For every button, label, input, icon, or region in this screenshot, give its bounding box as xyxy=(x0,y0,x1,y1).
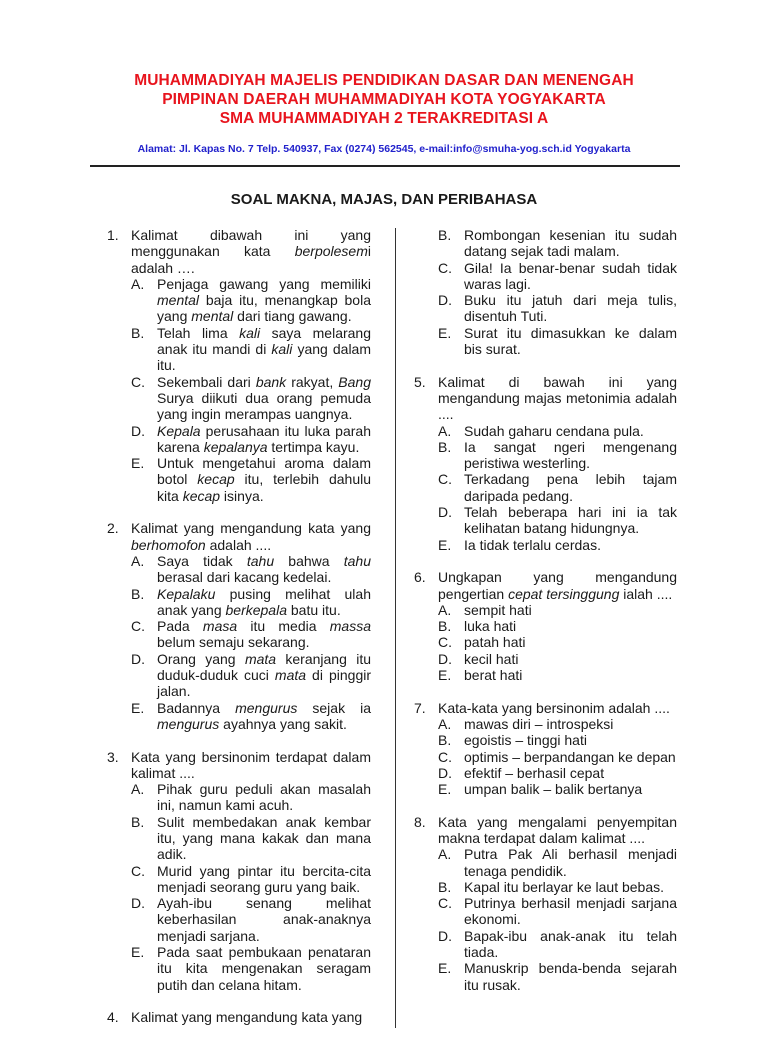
question-item xyxy=(414,374,677,553)
answer-option xyxy=(107,455,371,504)
italic-term: mental xyxy=(157,292,200,309)
option-text xyxy=(464,618,677,634)
option-letter: B. xyxy=(438,732,452,749)
option-text xyxy=(157,781,371,814)
answer-option xyxy=(107,700,371,733)
option-letter: C. xyxy=(438,471,452,488)
letterhead-line-3: SMA MUHAMMADIYAH 2 TERAKREDITASI A xyxy=(219,110,549,127)
option-letter: E. xyxy=(131,944,145,961)
option-text xyxy=(464,634,677,650)
option-text xyxy=(157,944,371,993)
text-segment: Surat itu dimasukkan ke dalam bis surat. xyxy=(464,324,677,358)
right-column xyxy=(414,227,677,1009)
answer-option xyxy=(414,928,677,961)
text-segment: berasal dari kacang kedelai. xyxy=(157,569,332,586)
option-letter: C. xyxy=(131,373,145,390)
text-segment: belum semaju sekarang. xyxy=(157,634,310,651)
text-segment: Untuk mengetahui aroma dalam botol xyxy=(157,455,371,488)
answer-option xyxy=(414,439,677,472)
text-segment: adalah .... xyxy=(205,536,272,553)
text-segment: saya melarang anak itu mandi di xyxy=(157,324,371,358)
answer-option xyxy=(107,276,371,325)
option-text xyxy=(464,749,677,765)
option-text xyxy=(157,700,371,733)
text-segment: Kata yang mengalami penyempitan makna terdapat dalam kalimat .... xyxy=(438,813,677,846)
question-number: 4. xyxy=(107,1009,119,1026)
text-segment: baja itu, menangkap bola yang xyxy=(157,292,371,325)
option-letter: E. xyxy=(438,781,452,798)
text-segment: efektif – berhasil cepat xyxy=(464,764,605,781)
school-address: Alamat: Jl. Kapas No. 7 Telp. 540937, Fax (0274) 562545, e-mail:info@smuha-yog.sch.id Yogyakarta xyxy=(137,143,631,155)
option-letter: C. xyxy=(438,748,452,765)
answer-option xyxy=(107,863,371,896)
answer-option xyxy=(414,471,677,504)
question-number: 3. xyxy=(107,748,119,765)
text-segment: isinya. xyxy=(220,487,264,504)
question-item xyxy=(107,227,371,504)
text-segment: Gila! Ia benar-benar sudah tidak waras lagi. xyxy=(464,259,677,292)
option-letter: A. xyxy=(131,552,145,569)
text-segment: Kalimat yang mengandung kata yang xyxy=(131,520,371,537)
text-segment: rakyat, xyxy=(286,373,339,390)
text-segment: itu, terlebih dahulu kita xyxy=(157,471,372,504)
option-letter: D. xyxy=(438,650,452,667)
text-segment: perusahaan itu luka parah karena xyxy=(157,422,371,455)
text-segment: Pada xyxy=(157,618,203,635)
answer-option xyxy=(414,716,677,732)
text-segment: Sulit membedakan anak kembar itu, yang mana kakak dan mana adik. xyxy=(157,813,371,863)
option-text xyxy=(464,716,677,732)
option-text xyxy=(464,537,677,553)
answer-option xyxy=(107,586,371,619)
answer-option xyxy=(414,537,677,553)
option-letter: C. xyxy=(131,618,145,635)
option-letter: C. xyxy=(131,862,145,879)
option-text xyxy=(464,960,677,993)
text-segment: keranjang itu duduk-duduk cuci xyxy=(157,650,371,684)
answer-option xyxy=(414,895,677,928)
option-text xyxy=(464,504,677,537)
italic-term: kepalanya xyxy=(203,438,268,455)
option-text xyxy=(157,586,371,619)
option-text xyxy=(157,276,371,325)
text-segment: ialah .... xyxy=(619,585,673,602)
italic-term: tahu xyxy=(246,552,275,569)
text-segment: Pada saat pembukaan penataran itu kita mengenakan seragam putih dan celana hitam. xyxy=(157,944,371,993)
option-text xyxy=(464,471,677,504)
option-text xyxy=(157,374,371,423)
option-text xyxy=(464,667,677,683)
text-segment: Ungkapan yang mengandung pengertian xyxy=(438,569,677,602)
text-segment: i adalah …. xyxy=(131,243,371,276)
option-letter: E. xyxy=(438,324,452,341)
text-segment: egoistis – tinggi hati xyxy=(464,732,587,749)
left-column xyxy=(107,227,371,1042)
option-text xyxy=(157,553,371,586)
option-letter: A. xyxy=(438,715,452,732)
text-segment: sejak ia xyxy=(297,699,371,716)
text-segment: Rombongan kesenian itu sudah datang sejak tadi malam. xyxy=(464,227,677,260)
text-segment: Kapal itu berlayar ke laut bebas. xyxy=(464,878,665,895)
option-letter: B. xyxy=(131,813,145,830)
option-text xyxy=(464,292,677,325)
text-segment: Terkadang pena lebih tajam daripada pedang. xyxy=(464,471,677,504)
letterhead-line-2: PIMPINAN DAERAH MUHAMMADIYAH KOTA YOGYAKARTA xyxy=(162,91,606,108)
question-item xyxy=(107,520,371,732)
option-letter: C. xyxy=(438,259,452,276)
text-segment: Penjaga gawang yang memiliki xyxy=(157,275,371,292)
answer-option xyxy=(107,944,371,993)
italic-term: cepat tersinggung xyxy=(508,585,620,602)
option-text xyxy=(157,863,371,896)
italic-term: kecap xyxy=(197,471,235,488)
italic-term: berhomofon xyxy=(131,536,206,553)
answer-option xyxy=(107,423,371,456)
question-number: 8. xyxy=(414,813,426,830)
answer-option xyxy=(414,781,677,797)
option-letter: E. xyxy=(131,455,145,472)
answer-option xyxy=(414,423,677,439)
question-text xyxy=(438,814,677,847)
text-segment: Putrinya berhasil menjadi sarjana ekonomi. xyxy=(464,895,677,928)
option-letter: D. xyxy=(131,650,145,667)
option-letter: D. xyxy=(438,292,452,309)
answer-option xyxy=(414,846,677,879)
option-letter: A. xyxy=(131,275,145,292)
question-item xyxy=(107,1009,371,1025)
text-segment: Ia tidak terlalu cerdas. xyxy=(464,536,601,553)
text-segment: luka hati xyxy=(464,618,517,635)
text-segment: Telah beberapa hari ini ia tak kelihatan batang hidungnya. xyxy=(464,504,677,537)
question-text xyxy=(131,520,371,553)
answer-option xyxy=(107,553,371,586)
option-letter: E. xyxy=(438,536,452,553)
option-text xyxy=(157,895,371,944)
text-segment: mawas diri – introspeksi xyxy=(464,715,614,732)
question-text xyxy=(131,227,371,276)
option-text xyxy=(157,455,371,504)
italic-term: masa xyxy=(202,618,238,635)
option-text xyxy=(157,423,371,456)
option-text xyxy=(157,618,371,651)
question-text xyxy=(131,1009,371,1025)
text-segment: Orang yang xyxy=(157,650,245,667)
italic-term: mental xyxy=(191,308,234,325)
italic-term: berpolesem xyxy=(294,243,368,260)
text-segment: Kata yang bersinonim terdapat dalam kalimat .... xyxy=(131,748,371,781)
option-text xyxy=(157,814,371,863)
question-number: 5. xyxy=(414,373,426,390)
text-segment: Ayah-ibu senang melihat keberhasilan anak-anaknya menjadi sarjana. xyxy=(157,895,371,944)
option-text xyxy=(464,781,677,797)
italic-term: tahu xyxy=(343,552,371,569)
option-text xyxy=(464,439,677,472)
option-letter: E. xyxy=(438,667,452,684)
document-title: SOAL MAKNA, MAJAS, DAN PERIBAHASA xyxy=(230,191,538,208)
answer-option xyxy=(107,651,371,700)
option-letter: A. xyxy=(438,846,452,863)
text-segment: Badannya xyxy=(157,699,236,716)
italic-term: mata xyxy=(274,667,307,684)
question-stem xyxy=(414,814,677,847)
question-number: 2. xyxy=(107,520,119,537)
answer-option xyxy=(414,504,677,537)
option-letter: D. xyxy=(438,927,452,944)
text-segment: Kalimat dibawah ini yang menggunakan kata xyxy=(131,227,371,260)
question-stem xyxy=(107,227,371,276)
option-text xyxy=(464,732,677,748)
answer-option xyxy=(414,749,677,765)
question-number: 1. xyxy=(107,227,119,243)
question-text xyxy=(438,569,677,602)
option-text xyxy=(464,846,677,879)
question-text xyxy=(438,374,677,423)
question-stem xyxy=(107,1009,371,1025)
question-stem xyxy=(414,374,677,423)
text-segment: Manuskrip benda-benda sejarah itu rusak. xyxy=(464,960,677,993)
option-letter: B. xyxy=(131,324,145,341)
answer-option xyxy=(414,667,677,683)
question-text xyxy=(438,700,677,716)
option-letter: D. xyxy=(131,895,145,912)
option-letter: E. xyxy=(438,960,452,977)
text-segment: Bapak-ibu anak-anak itu telah tiada. xyxy=(464,927,677,961)
text-segment: Murid yang pintar itu bercita-cita menjadi seorang guru yang baik. xyxy=(157,862,371,895)
answer-option xyxy=(414,651,677,667)
option-text xyxy=(464,879,677,895)
answer-option xyxy=(107,325,371,374)
letterhead-line-1: MUHAMMADIYAH MAJELIS PENDIDIKAN DASAR DAN MENENGAH xyxy=(134,72,634,89)
option-letter: D. xyxy=(438,764,452,781)
text-segment: itu media xyxy=(237,618,330,635)
question-item xyxy=(414,700,677,798)
question-number: 6. xyxy=(414,569,426,586)
text-segment: Saya tidak xyxy=(157,552,247,569)
text-segment: Pihak guru peduli akan masalah ini, namun kami acuh. xyxy=(157,781,371,814)
answer-option xyxy=(414,879,677,895)
italic-term: Bang xyxy=(338,373,371,390)
option-text xyxy=(464,895,677,928)
answer-option xyxy=(414,732,677,748)
option-letter: A. xyxy=(438,422,452,439)
question-item xyxy=(414,227,677,357)
answer-option xyxy=(414,227,677,260)
italic-term: bank xyxy=(255,373,287,390)
option-letter: B. xyxy=(438,618,452,635)
text-segment: Putra Pak Ali berhasil menjadi tenaga pendidik. xyxy=(464,846,677,879)
answer-option xyxy=(414,634,677,650)
text-segment: Surya diikuti dua orang pemuda yang ingin merampas uangnya. xyxy=(157,389,371,423)
text-segment: optimis – berpandangan ke depan xyxy=(464,748,676,765)
answer-option xyxy=(414,602,677,618)
answer-option xyxy=(414,292,677,325)
answer-option xyxy=(107,814,371,863)
italic-term: mengurus xyxy=(235,699,298,716)
header-rule xyxy=(90,165,680,167)
option-text xyxy=(464,765,677,781)
option-text xyxy=(464,260,677,293)
option-text xyxy=(464,928,677,961)
italic-term: massa xyxy=(329,618,371,635)
letterhead xyxy=(0,71,768,128)
text-segment: tertimpa kayu. xyxy=(267,438,360,455)
option-letter: D. xyxy=(438,504,452,521)
option-letter: E. xyxy=(131,699,145,716)
text-segment: dari tiang gawang. xyxy=(233,308,352,325)
text-segment: patah hati xyxy=(464,634,526,651)
text-segment: batu itu. xyxy=(287,601,341,618)
option-text xyxy=(464,602,677,618)
text-segment: Kata-kata yang bersinonim adalah .... xyxy=(438,699,670,716)
italic-term: kali xyxy=(271,341,293,358)
answer-option xyxy=(414,618,677,634)
italic-term: mengurus xyxy=(157,715,220,732)
italic-term: kali xyxy=(239,324,261,341)
italic-term: mata xyxy=(244,650,277,667)
question-stem xyxy=(107,749,371,782)
option-text xyxy=(464,325,677,358)
answer-option xyxy=(414,260,677,293)
option-text xyxy=(464,423,677,439)
italic-term: Kepalaku xyxy=(157,585,216,602)
option-letter: D. xyxy=(131,422,145,439)
text-segment: Kalimat yang mengandung kata yang xyxy=(131,1009,363,1026)
column-divider xyxy=(395,228,396,1028)
italic-term: kecap xyxy=(182,487,221,504)
option-letter: A. xyxy=(438,601,452,618)
text-segment: kecil hati xyxy=(464,650,519,667)
answer-option xyxy=(414,960,677,993)
text-segment: yang dalam itu. xyxy=(157,341,371,374)
text-segment: Kalimat di bawah ini yang mengandung majas metonimia adalah .... xyxy=(438,373,677,423)
text-segment: bahwa xyxy=(274,552,344,569)
option-text xyxy=(157,651,371,700)
option-letter: B. xyxy=(438,227,452,243)
text-segment: Buku itu jatuh dari meja tulis, disentuh Tuti. xyxy=(464,292,677,325)
text-segment: Sudah gaharu cendana pula. xyxy=(464,422,644,439)
option-letter: B. xyxy=(438,878,452,895)
question-item xyxy=(414,814,677,993)
answer-option xyxy=(107,618,371,651)
italic-term: Kepala xyxy=(157,422,201,439)
text-segment: di pinggir jalan. xyxy=(157,667,371,700)
text-segment: pusing melihat ulah anak yang xyxy=(157,585,371,618)
answer-option xyxy=(107,374,371,423)
text-segment: Telah lima xyxy=(157,324,240,341)
text-segment: ayahnya yang sakit. xyxy=(219,715,347,732)
answer-option xyxy=(107,781,371,814)
option-letter: B. xyxy=(438,438,452,455)
option-text xyxy=(464,227,677,260)
question-item xyxy=(414,569,677,683)
question-stem xyxy=(107,520,371,553)
text-segment: berat hati xyxy=(464,667,523,684)
text-segment: Ia sangat ngeri mengenang peristiwa westerling. xyxy=(464,438,677,472)
option-text xyxy=(157,325,371,374)
option-text xyxy=(464,651,677,667)
answer-option xyxy=(414,325,677,358)
option-letter: B. xyxy=(131,585,145,602)
answer-option xyxy=(107,895,371,944)
question-stem xyxy=(414,700,677,716)
question-item xyxy=(107,749,371,993)
text-segment: sempit hati xyxy=(464,601,532,618)
option-letter: C. xyxy=(438,895,452,912)
italic-term: berkepala xyxy=(225,601,287,618)
question-stem xyxy=(414,569,677,602)
option-letter: A. xyxy=(131,781,145,798)
question-text xyxy=(131,749,371,782)
question-number: 7. xyxy=(414,699,426,716)
text-segment: umpan balik – balik bertanya xyxy=(464,781,643,798)
answer-option xyxy=(414,765,677,781)
option-letter: C. xyxy=(438,634,452,651)
text-segment: Sekembali dari xyxy=(157,373,256,390)
